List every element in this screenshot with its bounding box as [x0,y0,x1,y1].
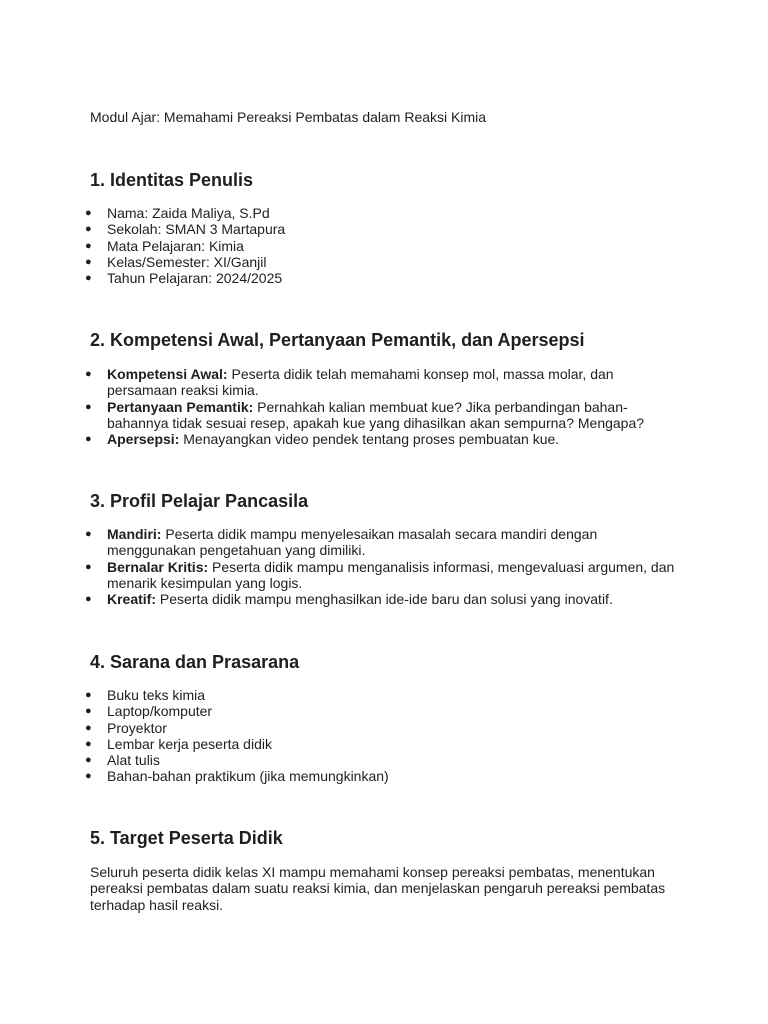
bullet-icon: ● [85,560,92,573]
document-title: Modul Ajar: Memahami Pereaksi Pembatas dalam Reaksi Kimia [90,109,487,125]
bullet-icon: ● [85,593,92,606]
list-item: ● Proyektor [85,719,167,736]
list-item: ● Sekolah: SMAN 3 Martapura [85,221,286,238]
bullet-icon: ● [85,689,92,701]
item-term: Apersepsi: [107,431,180,448]
kompetensi-awal-list [85,366,680,448]
item-term: Bernalar Kritis: [107,558,209,575]
item-text: Menayangkan video pendek tentang proses pembuatan kue. [179,431,560,448]
bullet-icon: ● [85,207,92,219]
list-item: ● Buku teks kimia [85,687,206,703]
list-item: ● Bahan-bahan praktikum (jika memungkinkan) [85,768,389,785]
list-item: ● Kelas/Semester: XI/Ganjil [85,253,267,270]
list-item: ● Alat tulis [85,752,160,769]
item-text: Peserta didik mampu menganalisis informasi, mengevaluasi argumen, dan menarik kesimpulan yang logis. [107,558,675,591]
section-heading-sarana-prasarana: 4. Sarana dan Prasarana [90,652,300,672]
list-item: ● Tahun Pelajaran: 2024/2025 [85,270,283,287]
bullet-icon: ● [85,705,92,718]
section-heading-kompetensi-awal: 2. Kompetensi Awal, Pertanyaan Pemantik, dan Apersepsi [90,330,585,350]
bullet-icon: ● [85,239,92,252]
list-item [85,366,680,399]
list-item [85,431,680,448]
bullet-icon: ● [85,223,92,236]
list-item: ● Mata Pelajaran: Kimia [85,237,244,254]
item-text: Peserta didik telah memahami konsep mol, massa molar, dan persamaan reaksi kimia. [107,366,614,399]
list-item [85,558,680,592]
list-item [85,591,680,608]
bullet-icon: ● [85,368,92,380]
bullet-icon: ● [85,721,92,734]
item-text: Peserta didik mampu menyelesaikan masalah secara mandiri dengan menggunakan pengetahuan yang dimiliki. [107,526,598,559]
item-term: Kompetensi Awal: [107,366,228,382]
item-term: Kreatif: [107,591,157,608]
sarana-prasarana-list [85,687,680,785]
section-heading-target-peserta: 5. Target Peserta Didik [90,828,283,848]
list-item [85,526,680,559]
item-term: Pertanyaan Pemantik: [107,398,254,415]
section-heading-profil-pelajar: 3. Profil Pelajar Pancasila [90,491,309,511]
bullet-icon: ● [85,272,92,285]
target-peserta-paragraph: Seluruh peserta didik kelas XI mampu memahami konsep pereaksi pembatas, menentukan pereaksi pembatas dalam suatu reaksi kimia, dan menjelaskan pengaruh pereaksi pembatas terhadap hasil reaksi. [90,864,666,913]
bullet-icon: ● [85,770,92,783]
bullet-icon: ● [85,400,92,413]
identitas-penulis-list [85,205,680,287]
item-text: Peserta didik mampu menghasilkan ide-ide baru dan solusi yang inovatif. [156,591,613,608]
profil-pelajar-list [85,526,680,608]
bullet-icon: ● [85,754,92,767]
list-item: ● Nama: Zaida Maliya, S.Pd [85,205,270,221]
bullet-icon: ● [85,433,92,446]
list-item: ● Laptop/komputer [85,703,213,720]
bullet-icon: ● [85,255,92,268]
bullet-icon: ● [85,737,92,750]
bullet-icon: ● [85,528,92,540]
item-term: Mandiri: [107,526,162,542]
item-text: Pernahkah kalian membuat kue? Jika perbandingan bahan-bahannya tidak sesuai resep, apakah kue yang dihasilkan akan sempurna? Mengapa? [107,398,645,431]
section-heading-identitas-penulis: 1. Identitas Penulis [90,170,254,190]
list-item [85,398,680,432]
list-item: ● Lembar kerja peserta didik [85,735,272,752]
